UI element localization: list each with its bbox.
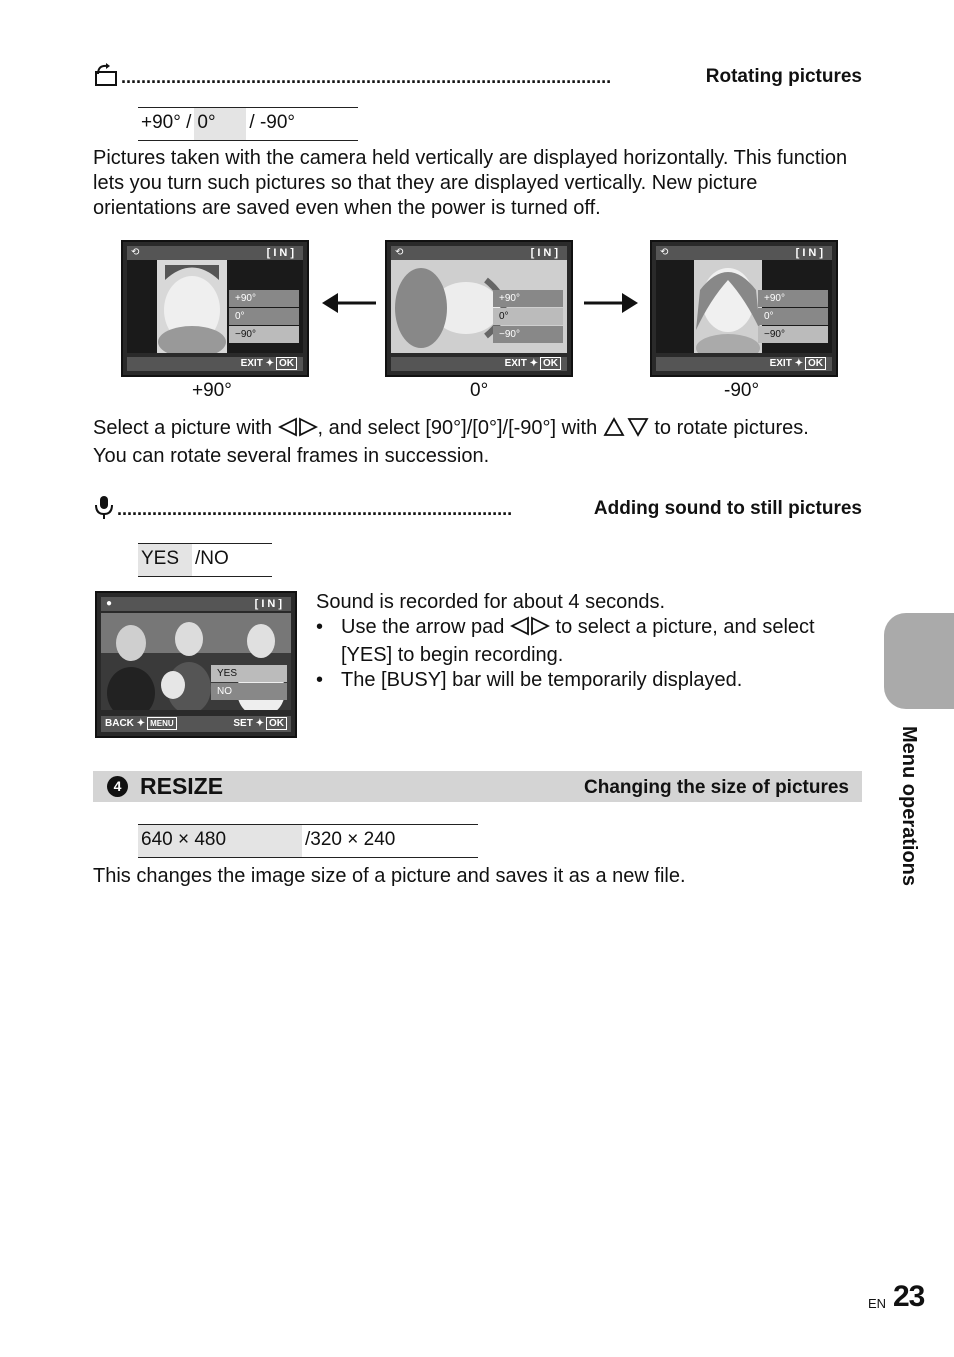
rotate-option-minus90: / -90°	[249, 112, 296, 133]
rotate-instructions	[93, 416, 883, 469]
resize-number-badge: 4	[107, 776, 128, 797]
resize-subtitle: Changing the size of pictures	[584, 777, 849, 798]
memory-label: [IN]	[795, 247, 826, 259]
sound-option-no: /NO	[195, 548, 229, 569]
microphone-icon: ●	[106, 598, 113, 609]
exit-hint: EXIT ✦ OK	[241, 357, 297, 371]
rotate-option-plus90: +90° /	[141, 112, 192, 133]
resize-header	[93, 771, 862, 802]
resize-title: RESIZE	[140, 773, 224, 799]
resize-paragraph: This changes the image size of a picture and saves it as a new file.	[93, 865, 686, 887]
rotate-paragraph: Pictures taken with the camera held vertically are displayed horizontally. This function lets you turn such pictures so that they are displayed vertically. New picture orientations are saved even when the power is turned off.	[93, 147, 848, 219]
left-right-arrows-icon	[510, 616, 550, 643]
sound-menu	[211, 665, 287, 701]
screen-topbar	[391, 246, 567, 260]
rotate-option-0: 0°	[194, 108, 246, 140]
rotate-icon: ⟲	[395, 247, 404, 258]
menu-option-minus90[interactable]: −90°	[229, 326, 299, 343]
caption-minus90: -90°	[724, 380, 760, 401]
caption-plus90: +90°	[192, 380, 232, 401]
sound-text	[316, 590, 866, 693]
menu-option-plus90[interactable]: +90°	[229, 290, 299, 307]
screen-bottombar	[101, 716, 291, 732]
sound-option-yes: YES	[138, 544, 192, 576]
back-hint: BACK ✦ MENU	[105, 716, 177, 732]
menu-option-plus90[interactable]: +90°	[758, 290, 828, 307]
rotate-settings	[138, 107, 358, 141]
resize-option-640: 640 × 480	[138, 825, 302, 857]
rotate-icon	[93, 62, 119, 88]
screen-topbar	[101, 597, 291, 611]
arrow-right-icon	[582, 291, 640, 315]
arrow-left-icon	[320, 291, 378, 315]
rotate-menu	[229, 290, 299, 344]
sound-text-line: Sound is recorded for about 4 seconds.	[316, 591, 666, 613]
sound-leader-dots: ...............................................................................	[117, 499, 513, 519]
side-tab	[884, 613, 954, 709]
microphone-icon	[93, 494, 115, 520]
sound-heading: Adding sound to still pictures	[593, 498, 862, 519]
menu-option-0[interactable]: 0°	[493, 308, 563, 325]
page-number: 23	[893, 1280, 925, 1313]
caption-0: 0°	[470, 380, 489, 401]
language-label: EN	[868, 1296, 887, 1311]
screen-bottombar	[656, 357, 832, 371]
memory-label: [IN]	[254, 598, 285, 610]
exit-hint: EXIT ✦ OK	[770, 357, 826, 371]
rotate-menu	[758, 290, 828, 344]
menu-option-yes[interactable]: YES	[211, 665, 287, 682]
menu-option-0[interactable]: 0°	[229, 308, 299, 325]
rotate-instruction-line1: Select a picture with , and select [90°]/[0°]/[-90°] with to rotate pictures.	[93, 416, 883, 444]
screen-0	[385, 240, 573, 377]
screen-plus90	[121, 240, 309, 377]
rotate-heading: Rotating pictures	[705, 66, 862, 87]
sound-settings	[138, 543, 272, 577]
screen-topbar	[656, 246, 832, 260]
menu-option-minus90[interactable]: −90°	[493, 326, 563, 343]
rotate-icon: ⟲	[131, 247, 140, 258]
sound-bullet-2: • The [BUSY] bar will be temporarily displayed.	[316, 669, 743, 691]
screen-topbar	[127, 246, 303, 260]
rotate-icon: ⟲	[660, 247, 669, 258]
resize-option-320: /320 × 240	[305, 829, 396, 850]
resize-settings	[138, 824, 478, 858]
side-tab-label: Menu operations	[898, 726, 920, 887]
menu-option-plus90[interactable]: +90°	[493, 290, 563, 307]
menu-option-no[interactable]: NO	[211, 683, 287, 700]
menu-option-minus90[interactable]: −90°	[758, 326, 828, 343]
memory-label: [IN]	[530, 247, 561, 259]
up-down-arrows-icon	[603, 417, 649, 444]
menu-option-0[interactable]: 0°	[758, 308, 828, 325]
sound-bullet-1: • Use the arrow pad to select a picture, and select [YES] to begin recording.	[316, 616, 815, 666]
sound-heading-row	[93, 492, 862, 520]
rotate-heading-row	[93, 60, 862, 88]
memory-label: [IN]	[266, 247, 297, 259]
screen-bottombar	[127, 357, 303, 371]
screen-minus90	[650, 240, 838, 377]
sound-screen	[95, 591, 297, 738]
rotate-leader-dots: ..................................................................................................	[121, 67, 612, 87]
set-hint: SET ✦ OK	[233, 716, 287, 732]
page-footer	[868, 1280, 928, 1316]
left-right-arrows-icon	[278, 417, 318, 444]
screen-bottombar	[391, 357, 567, 371]
rotate-menu	[493, 290, 563, 344]
rotate-instruction-line2: You can rotate several frames in succession.	[93, 445, 490, 467]
exit-hint: EXIT ✦ OK	[505, 357, 561, 371]
